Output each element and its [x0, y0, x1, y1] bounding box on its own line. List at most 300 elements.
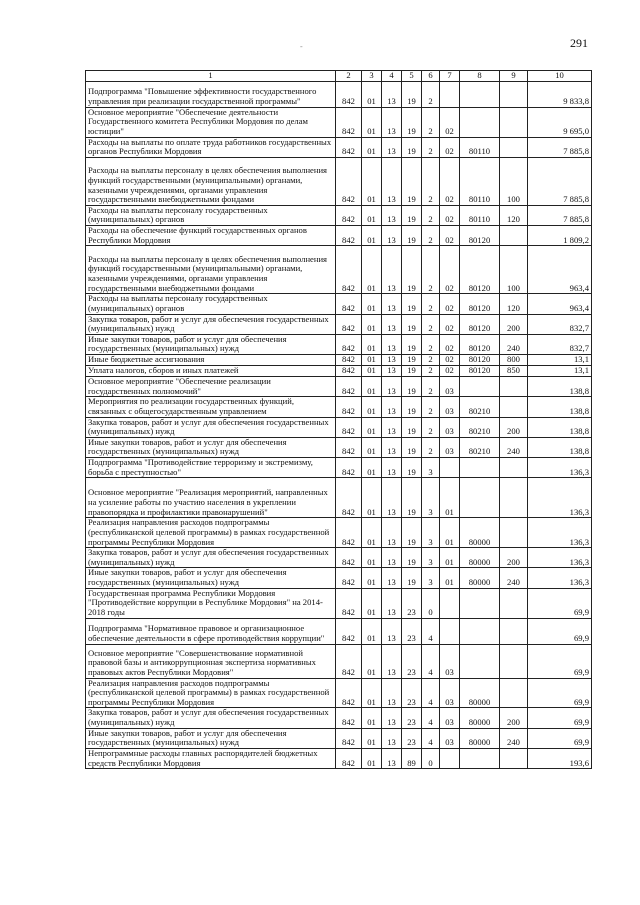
- row-code-c4: 13: [382, 314, 402, 334]
- row-code-c4: 13: [382, 437, 402, 457]
- budget-table: [85, 70, 592, 769]
- table-row: [86, 107, 592, 137]
- row-code-c9: [500, 137, 528, 157]
- row-amount: 69,9: [528, 728, 592, 748]
- row-code-c6: 2: [422, 107, 440, 137]
- row-code-c8: [460, 588, 500, 618]
- row-code-c3: 01: [362, 644, 382, 678]
- row-amount: 193,6: [528, 748, 592, 768]
- row-amount: 7 885,8: [528, 137, 592, 157]
- row-code-c6: 4: [422, 618, 440, 644]
- row-code-c2: 842: [336, 548, 362, 568]
- row-code-c2: 842: [336, 314, 362, 334]
- row-code-c2: 842: [336, 568, 362, 588]
- row-code-c6: 0: [422, 748, 440, 768]
- row-code-c3: 01: [362, 748, 382, 768]
- row-code-c3: 01: [362, 137, 382, 157]
- row-code-c6: 2: [422, 294, 440, 314]
- row-code-c8: 80000: [460, 518, 500, 548]
- row-code-c9: 200: [500, 417, 528, 437]
- row-code-c7: [440, 81, 460, 107]
- row-code-c4: 13: [382, 708, 402, 728]
- row-code-c2: 842: [336, 748, 362, 768]
- row-code-c7: 03: [440, 377, 460, 397]
- row-code-c8: [460, 748, 500, 768]
- row-code-c9: [500, 678, 528, 708]
- row-code-c9: [500, 107, 528, 137]
- table-row: [86, 294, 592, 314]
- row-code-c9: [500, 618, 528, 644]
- row-code-c3: 01: [362, 366, 382, 377]
- row-code-c8: [460, 107, 500, 137]
- row-amount: 832,7: [528, 334, 592, 354]
- row-code-c6: 2: [422, 437, 440, 457]
- row-amount: 69,9: [528, 644, 592, 678]
- row-code-c9: [500, 377, 528, 397]
- table-row: [86, 137, 592, 157]
- row-code-c7: 02: [440, 157, 460, 205]
- row-code-c8: 80210: [460, 437, 500, 457]
- row-code-c8: [460, 478, 500, 518]
- row-amount: 136,3: [528, 518, 592, 548]
- row-code-c8: [460, 377, 500, 397]
- row-code-c3: 01: [362, 437, 382, 457]
- row-code-c2: 842: [336, 81, 362, 107]
- col-header: 7: [440, 71, 460, 82]
- row-code-c7: 03: [440, 417, 460, 437]
- row-code-c5: 19: [402, 81, 422, 107]
- row-amount: 7 885,8: [528, 205, 592, 225]
- row-code-c7: 02: [440, 294, 460, 314]
- row-code-c7: 02: [440, 366, 460, 377]
- row-code-c3: 01: [362, 548, 382, 568]
- row-name: Реализация направления расходов подпрограммы (республиканской целевой программы) в рамках государственной программы Республики Мордовия: [86, 678, 336, 708]
- row-code-c6: 2: [422, 81, 440, 107]
- row-code-c3: 01: [362, 334, 382, 354]
- row-code-c3: 01: [362, 226, 382, 246]
- row-code-c8: 80000: [460, 568, 500, 588]
- row-code-c2: 842: [336, 246, 362, 294]
- row-code-c5: 19: [402, 437, 422, 457]
- row-code-c5: 19: [402, 568, 422, 588]
- row-amount: 138,8: [528, 417, 592, 437]
- row-amount: 69,9: [528, 708, 592, 728]
- row-name: Основное мероприятие "Совершенствование нормативной правовой базы и антикоррупционная экспертиза нормативных правовых актов Республики Мордовия": [86, 644, 336, 678]
- row-code-c4: 13: [382, 397, 402, 417]
- row-name: Государственная программа Республики Мордовия "Противодействие коррупции в Республике Мордовия" на 2014-2018 годы: [86, 588, 336, 618]
- table-row: [86, 314, 592, 334]
- row-amount: 13,1: [528, 366, 592, 377]
- row-code-c2: 842: [336, 618, 362, 644]
- row-code-c9: 200: [500, 708, 528, 728]
- table-row: [86, 588, 592, 618]
- row-code-c7: 01: [440, 518, 460, 548]
- row-code-c2: 842: [336, 518, 362, 548]
- row-name: Расходы на обеспечение функций государственных органов Республики Мордовия: [86, 226, 336, 246]
- table-row: [86, 397, 592, 417]
- row-code-c8: 80210: [460, 397, 500, 417]
- row-code-c5: 19: [402, 226, 422, 246]
- row-code-c7: 01: [440, 568, 460, 588]
- row-name: Основное мероприятие "Обеспечение деятельности Государственного комитета Республики Мордовия по делам юстиции": [86, 107, 336, 137]
- table-row: [86, 437, 592, 457]
- row-code-c2: 842: [336, 107, 362, 137]
- row-code-c7: 02: [440, 246, 460, 294]
- row-amount: 69,9: [528, 618, 592, 644]
- row-code-c8: 80120: [460, 366, 500, 377]
- row-code-c7: 02: [440, 226, 460, 246]
- row-code-c2: 842: [336, 437, 362, 457]
- row-code-c6: 0: [422, 588, 440, 618]
- row-code-c7: 02: [440, 355, 460, 366]
- row-code-c8: 80120: [460, 246, 500, 294]
- row-code-c9: [500, 458, 528, 478]
- row-code-c9: 100: [500, 246, 528, 294]
- row-code-c4: 13: [382, 137, 402, 157]
- row-code-c7: 02: [440, 107, 460, 137]
- row-code-c2: 842: [336, 294, 362, 314]
- row-code-c5: 19: [402, 377, 422, 397]
- row-code-c6: 3: [422, 478, 440, 518]
- row-code-c3: 01: [362, 314, 382, 334]
- row-code-c5: 19: [402, 246, 422, 294]
- row-name: Подпрограмма "Нормативное правовое и организационное обеспечение деятельности в сфере противодействия коррупции": [86, 618, 336, 644]
- row-code-c3: 01: [362, 588, 382, 618]
- row-code-c4: 13: [382, 417, 402, 437]
- row-amount: 963,4: [528, 294, 592, 314]
- row-amount: 9 833,8: [528, 81, 592, 107]
- row-code-c3: 01: [362, 518, 382, 548]
- row-code-c6: 2: [422, 157, 440, 205]
- table-row: [86, 366, 592, 377]
- row-code-c7: 01: [440, 548, 460, 568]
- row-code-c9: 200: [500, 314, 528, 334]
- row-code-c4: 13: [382, 355, 402, 366]
- table-body: [86, 81, 592, 769]
- row-code-c6: 4: [422, 678, 440, 708]
- row-code-c7: 03: [440, 728, 460, 748]
- row-code-c2: 842: [336, 366, 362, 377]
- row-code-c2: 842: [336, 205, 362, 225]
- table-row: [86, 334, 592, 354]
- row-code-c4: 13: [382, 458, 402, 478]
- row-code-c8: 80000: [460, 548, 500, 568]
- row-code-c2: 842: [336, 588, 362, 618]
- row-code-c6: 3: [422, 518, 440, 548]
- row-code-c6: 2: [422, 366, 440, 377]
- row-code-c2: 842: [336, 417, 362, 437]
- row-code-c8: [460, 81, 500, 107]
- row-name: Основное мероприятие "Реализация мероприятий, направленных на усиление работы по участию населения в укреплении правопорядка и профилактики правонарушений": [86, 478, 336, 518]
- row-code-c5: 19: [402, 107, 422, 137]
- row-code-c8: 80000: [460, 708, 500, 728]
- row-code-c9: [500, 748, 528, 768]
- row-code-c6: 2: [422, 355, 440, 366]
- row-code-c5: 23: [402, 678, 422, 708]
- row-code-c5: 23: [402, 618, 422, 644]
- row-code-c8: [460, 644, 500, 678]
- row-code-c3: 01: [362, 678, 382, 708]
- row-code-c2: 842: [336, 678, 362, 708]
- table-row: [86, 728, 592, 748]
- row-code-c8: 80120: [460, 314, 500, 334]
- row-name: Расходы на выплаты персоналу в целях обеспечения выполнения функций государственными (муниципальными) органами, казенными учреждениями, органами управления государственными внебюджетными фондами: [86, 157, 336, 205]
- row-code-c3: 01: [362, 568, 382, 588]
- row-code-c5: 19: [402, 417, 422, 437]
- row-code-c7: 03: [440, 708, 460, 728]
- row-code-c7: 02: [440, 334, 460, 354]
- row-code-c9: [500, 478, 528, 518]
- row-amount: 7 885,8: [528, 157, 592, 205]
- row-code-c2: 842: [336, 355, 362, 366]
- row-name: Реализация направления расходов подпрограммы (республиканской целевой программы) в рамках государственной программы Республики Мордовия: [86, 518, 336, 548]
- row-code-c3: 01: [362, 458, 382, 478]
- col-header: 3: [362, 71, 382, 82]
- row-code-c7: 03: [440, 397, 460, 417]
- row-name: Непрограммные расходы главных распорядителей бюджетных средств Республики Мордовия: [86, 748, 336, 768]
- row-code-c5: 23: [402, 588, 422, 618]
- col-header: 9: [500, 71, 528, 82]
- row-code-c8: 80120: [460, 355, 500, 366]
- row-code-c8: 80120: [460, 294, 500, 314]
- table-row: [86, 478, 592, 518]
- row-name: Иные закупки товаров, работ и услуг для обеспечения государственных (муниципальных) нужд: [86, 334, 336, 354]
- row-code-c4: 13: [382, 518, 402, 548]
- row-code-c5: 23: [402, 644, 422, 678]
- table-row: [86, 355, 592, 366]
- row-code-c4: 13: [382, 107, 402, 137]
- row-code-c9: [500, 518, 528, 548]
- row-code-c9: 240: [500, 437, 528, 457]
- row-amount: 138,8: [528, 397, 592, 417]
- row-code-c4: 13: [382, 568, 402, 588]
- row-code-c6: 2: [422, 246, 440, 294]
- table-row: [86, 618, 592, 644]
- col-header: 5: [402, 71, 422, 82]
- row-amount: 9 695,0: [528, 107, 592, 137]
- row-code-c4: 13: [382, 728, 402, 748]
- row-code-c5: 19: [402, 294, 422, 314]
- row-code-c4: 13: [382, 226, 402, 246]
- row-name: Расходы на выплаты персоналу государственных (муниципальных) органов: [86, 205, 336, 225]
- table-row: [86, 226, 592, 246]
- table-row: [86, 377, 592, 397]
- row-name: Закупка товаров, работ и услуг для обеспечения государственных (муниципальных) нужд: [86, 314, 336, 334]
- row-code-c5: 19: [402, 478, 422, 518]
- row-code-c8: 80210: [460, 417, 500, 437]
- row-code-c7: 03: [440, 437, 460, 457]
- table-row: [86, 458, 592, 478]
- row-code-c9: 120: [500, 294, 528, 314]
- col-header: 2: [336, 71, 362, 82]
- col-header: 10: [528, 71, 592, 82]
- row-code-c9: 240: [500, 728, 528, 748]
- row-name: Закупка товаров, работ и услуг для обеспечения государственных (муниципальных) нужд: [86, 548, 336, 568]
- row-code-c3: 01: [362, 205, 382, 225]
- table-row: [86, 748, 592, 768]
- row-code-c2: 842: [336, 377, 362, 397]
- row-code-c9: 240: [500, 568, 528, 588]
- row-code-c6: 4: [422, 728, 440, 748]
- row-code-c3: 01: [362, 157, 382, 205]
- col-header: 8: [460, 71, 500, 82]
- table-row: [86, 157, 592, 205]
- row-code-c6: 2: [422, 314, 440, 334]
- table-row: [86, 708, 592, 728]
- col-header: 4: [382, 71, 402, 82]
- row-code-c8: 80110: [460, 137, 500, 157]
- row-code-c4: 13: [382, 548, 402, 568]
- row-code-c8: 80000: [460, 678, 500, 708]
- table-row: [86, 678, 592, 708]
- row-code-c4: 13: [382, 81, 402, 107]
- row-name: Расходы на выплаты персоналу в целях обеспечения выполнения функций государственными (муниципальными) органами, казенными учреждениями, органами управления государственными внебюджетными фондами: [86, 246, 336, 294]
- row-code-c6: 2: [422, 137, 440, 157]
- row-code-c3: 01: [362, 246, 382, 294]
- table-row: [86, 81, 592, 107]
- row-name: Закупка товаров, работ и услуг для обеспечения государственных (муниципальных) нужд: [86, 417, 336, 437]
- row-code-c5: 19: [402, 314, 422, 334]
- row-code-c5: 19: [402, 458, 422, 478]
- row-amount: 136,3: [528, 548, 592, 568]
- row-code-c5: 23: [402, 728, 422, 748]
- row-code-c7: 02: [440, 314, 460, 334]
- row-code-c9: 100: [500, 157, 528, 205]
- table-row: [86, 644, 592, 678]
- row-amount: 138,8: [528, 437, 592, 457]
- row-code-c2: 842: [336, 334, 362, 354]
- row-code-c2: 842: [336, 728, 362, 748]
- row-code-c3: 01: [362, 355, 382, 366]
- col-header: 1: [86, 71, 336, 82]
- row-code-c8: 80000: [460, 728, 500, 748]
- row-code-c4: 13: [382, 246, 402, 294]
- row-code-c3: 01: [362, 708, 382, 728]
- row-amount: 69,9: [528, 588, 592, 618]
- row-code-c5: 19: [402, 157, 422, 205]
- scan-speck: -: [300, 42, 303, 51]
- table-row: [86, 518, 592, 548]
- row-code-c3: 01: [362, 728, 382, 748]
- row-code-c3: 01: [362, 618, 382, 644]
- row-code-c8: 80110: [460, 205, 500, 225]
- row-code-c2: 842: [336, 397, 362, 417]
- row-code-c9: [500, 226, 528, 246]
- row-code-c6: 2: [422, 377, 440, 397]
- row-code-c6: 2: [422, 397, 440, 417]
- row-code-c7: 02: [440, 205, 460, 225]
- row-code-c9: 240: [500, 334, 528, 354]
- row-code-c5: 19: [402, 518, 422, 548]
- row-amount: 136,3: [528, 568, 592, 588]
- row-code-c4: 13: [382, 478, 402, 518]
- row-amount: 138,8: [528, 377, 592, 397]
- row-code-c3: 01: [362, 81, 382, 107]
- row-code-c2: 842: [336, 226, 362, 246]
- header-row: [86, 71, 592, 82]
- page-number: 291: [570, 36, 588, 50]
- row-name: Уплата налогов, сборов и иных платежей: [86, 366, 336, 377]
- row-name: Подпрограмма "Повышение эффективности государственного управления при реализации государственной программы": [86, 81, 336, 107]
- row-code-c7: [440, 458, 460, 478]
- row-code-c8: 80110: [460, 157, 500, 205]
- row-code-c4: 13: [382, 678, 402, 708]
- row-code-c3: 01: [362, 294, 382, 314]
- row-code-c6: 3: [422, 548, 440, 568]
- row-code-c5: 19: [402, 397, 422, 417]
- row-amount: 963,4: [528, 246, 592, 294]
- row-code-c4: 13: [382, 366, 402, 377]
- row-code-c9: [500, 644, 528, 678]
- row-code-c9: 800: [500, 355, 528, 366]
- row-code-c4: 13: [382, 588, 402, 618]
- row-code-c9: [500, 81, 528, 107]
- table-row: [86, 417, 592, 437]
- row-code-c6: 4: [422, 644, 440, 678]
- row-name: Основное мероприятие "Обеспечение реализации государственных полномочий": [86, 377, 336, 397]
- row-code-c5: 19: [402, 548, 422, 568]
- row-code-c7: 01: [440, 478, 460, 518]
- row-name: Расходы на выплаты персоналу государственных (муниципальных) органов: [86, 294, 336, 314]
- row-code-c3: 01: [362, 377, 382, 397]
- table-row: [86, 205, 592, 225]
- table-row: [86, 246, 592, 294]
- row-amount: 13,1: [528, 355, 592, 366]
- row-code-c6: 2: [422, 334, 440, 354]
- row-name: Иные закупки товаров, работ и услуг для обеспечения государственных (муниципальных) нужд: [86, 437, 336, 457]
- row-code-c5: 19: [402, 355, 422, 366]
- row-code-c5: 19: [402, 137, 422, 157]
- row-code-c4: 13: [382, 748, 402, 768]
- row-code-c3: 01: [362, 107, 382, 137]
- row-code-c3: 01: [362, 478, 382, 518]
- row-code-c4: 13: [382, 377, 402, 397]
- row-code-c4: 13: [382, 644, 402, 678]
- row-name: Расходы на выплаты по оплате труда работников государственных органов Республики Мордовия: [86, 137, 336, 157]
- row-code-c6: 4: [422, 708, 440, 728]
- col-header: 6: [422, 71, 440, 82]
- row-code-c2: 842: [336, 478, 362, 518]
- row-code-c7: [440, 618, 460, 644]
- row-code-c9: 850: [500, 366, 528, 377]
- row-code-c5: 19: [402, 205, 422, 225]
- row-code-c3: 01: [362, 397, 382, 417]
- row-code-c8: 80120: [460, 226, 500, 246]
- row-code-c7: [440, 748, 460, 768]
- row-name: Подпрограмма "Противодействие терроризму и экстремизму, борьба с преступностью": [86, 458, 336, 478]
- row-amount: 136,3: [528, 458, 592, 478]
- row-code-c4: 13: [382, 205, 402, 225]
- row-code-c7: 03: [440, 644, 460, 678]
- row-code-c5: 19: [402, 366, 422, 377]
- row-code-c6: 2: [422, 417, 440, 437]
- table-row: [86, 548, 592, 568]
- row-code-c7: 03: [440, 678, 460, 708]
- row-name: Закупка товаров, работ и услуг для обеспечения государственных (муниципальных) нужд: [86, 708, 336, 728]
- row-code-c9: [500, 397, 528, 417]
- row-code-c7: [440, 588, 460, 618]
- row-code-c9: [500, 588, 528, 618]
- row-code-c6: 3: [422, 458, 440, 478]
- table-row: [86, 568, 592, 588]
- row-code-c4: 13: [382, 334, 402, 354]
- row-code-c8: 80120: [460, 334, 500, 354]
- row-code-c9: 120: [500, 205, 528, 225]
- row-amount: 1 809,2: [528, 226, 592, 246]
- row-name: Мероприятия по реализации государственных функций, связанных с общегосударственным управлением: [86, 397, 336, 417]
- row-name: Иные закупки товаров, работ и услуг для обеспечения государственных (муниципальных) нужд: [86, 568, 336, 588]
- row-name: Иные бюджетные ассигнования: [86, 355, 336, 366]
